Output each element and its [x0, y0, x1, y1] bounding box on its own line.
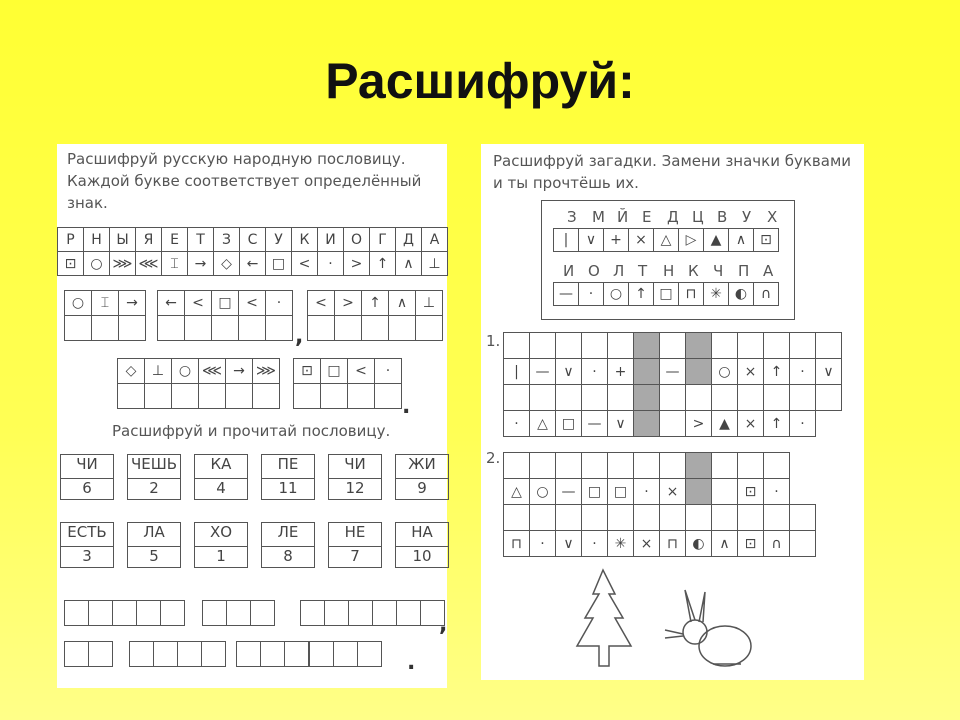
cipher-symbol-cell: <	[307, 290, 335, 316]
key-letter: Х	[767, 208, 778, 226]
answer-cell[interactable]	[607, 504, 634, 531]
cipher-symbol-cell: ·	[581, 358, 608, 385]
answer-cell[interactable]	[737, 452, 764, 479]
answer-blank-cell[interactable]	[372, 600, 397, 626]
comma: ,	[439, 612, 448, 637]
cipher-symbol-cell: <	[238, 290, 266, 316]
answer-blank-cell[interactable]	[324, 600, 349, 626]
cipher-symbol-cell: ·	[789, 410, 816, 437]
cipher-symbol-cell: ×	[659, 478, 686, 505]
cipher-symbol-cell: ∧	[711, 530, 738, 557]
key-letter: А	[763, 262, 774, 280]
key-letter-cell: А	[421, 227, 448, 252]
cipher-symbol-cell: △	[529, 410, 556, 437]
answer-cell[interactable]	[171, 383, 199, 409]
cipher-symbol-cell: ⊡	[737, 478, 764, 505]
answer-cell[interactable]	[711, 384, 738, 411]
key-symbol-cell: ∧	[728, 228, 754, 252]
answer-blank-cell[interactable]	[136, 600, 161, 626]
key-symbol-cell: ◐	[728, 282, 754, 306]
instruction-line: Каждой букве соответствует определённый	[67, 172, 422, 190]
cipher-symbol-cell: □	[211, 290, 239, 316]
answer-blank-cell[interactable]	[396, 600, 421, 626]
key-letter: Е	[642, 208, 652, 226]
key-symbol-cell: ✳	[703, 282, 729, 306]
answer-cell[interactable]	[117, 383, 145, 409]
answer-cell[interactable]	[293, 383, 321, 409]
cipher-symbol-cell: △	[503, 478, 530, 505]
instruction-line: Расшифруй русскую народную пословицу.	[67, 150, 406, 168]
answer-cell[interactable]	[659, 410, 686, 437]
card-word: ЛЕ	[262, 523, 314, 547]
word-card	[60, 454, 114, 500]
key-letter-cell: У	[265, 227, 292, 252]
answer-cell[interactable]	[711, 504, 738, 531]
answer-cell[interactable]	[144, 383, 172, 409]
key-symbol-cell: ↑	[369, 251, 396, 276]
key-symbol-cell: ◇	[213, 251, 240, 276]
cipher-symbol-cell: ∨	[555, 358, 582, 385]
key-letter-cell: Я	[135, 227, 162, 252]
card-number: 7	[350, 547, 360, 565]
answer-cell[interactable]	[503, 504, 530, 531]
key-symbol-cell: □	[653, 282, 679, 306]
word-card	[127, 454, 181, 500]
answer-cell[interactable]	[361, 315, 389, 341]
hare-icon	[665, 590, 751, 666]
answer-cell[interactable]	[198, 383, 226, 409]
key-letter-cell: Р	[57, 227, 84, 252]
answer-cell[interactable]	[659, 452, 686, 479]
answer-cell[interactable]	[320, 383, 348, 409]
answer-cell[interactable]	[789, 530, 816, 557]
cipher-symbol-cell: →	[225, 358, 253, 384]
cipher-symbol-cell: ◐	[685, 530, 712, 557]
answer-cell[interactable]	[737, 332, 764, 359]
answer-cell[interactable]	[529, 384, 556, 411]
key-symbol-cell: ⌶	[161, 251, 188, 276]
answer-cell[interactable]	[737, 384, 764, 411]
answer-cell[interactable]	[555, 332, 582, 359]
cipher-symbol-cell: ·	[374, 358, 402, 384]
card-word: ЛА	[128, 523, 180, 547]
answer-blank-cell[interactable]	[260, 641, 285, 667]
cipher-symbol-cell: ∨	[555, 530, 582, 557]
key-letter: К	[688, 262, 699, 280]
page-title: Расшифруй:	[325, 53, 635, 109]
answer-cell[interactable]	[633, 452, 660, 479]
card-number: 3	[82, 547, 92, 565]
fir-tree-icon	[577, 570, 631, 666]
card-word: ПЕ	[262, 455, 314, 479]
card-number: 5	[149, 547, 159, 565]
key-symbol-cell: ○	[603, 282, 629, 306]
cipher-symbol-cell: ↑	[763, 358, 790, 385]
answer-cell[interactable]	[388, 315, 416, 341]
cipher-symbol-cell: ▲	[711, 410, 738, 437]
answer-cell[interactable]	[252, 383, 280, 409]
card-word: ХО	[195, 523, 247, 547]
key-letter-cell: Д	[395, 227, 422, 252]
answer-blank-cell[interactable]	[64, 600, 89, 626]
answer-cell[interactable]	[118, 315, 146, 341]
riddle-label: 2.	[486, 449, 501, 467]
card-word: ЕСТЬ	[61, 523, 113, 547]
cipher-symbol-cell: ∨	[607, 410, 634, 437]
answer-cell[interactable]	[225, 383, 253, 409]
answer-blank-cell[interactable]	[236, 641, 261, 667]
answer-blank-cell[interactable]	[357, 641, 382, 667]
period: .	[407, 650, 416, 675]
cipher-symbol-cell: —	[529, 358, 556, 385]
key-symbol-cell: <	[291, 251, 318, 276]
card-number: 9	[417, 479, 427, 497]
instruction-line: знак.	[67, 194, 108, 212]
key-letter-cell: О	[343, 227, 370, 252]
cipher-symbol-cell: ←	[157, 290, 185, 316]
cipher-symbol-cell: —	[555, 478, 582, 505]
word-card	[127, 522, 181, 568]
key-letter: Й	[617, 208, 629, 226]
word-card	[60, 522, 114, 568]
answer-cell[interactable]	[789, 332, 816, 359]
cipher-symbol-cell: ⋘	[198, 358, 226, 384]
key-symbol-cell: ←	[239, 251, 266, 276]
answer-cell[interactable]	[763, 332, 790, 359]
answer-blank-cell[interactable]	[333, 641, 358, 667]
key-symbol-cell: >	[343, 251, 370, 276]
key-symbol-cell: ⊡	[57, 251, 84, 276]
key-symbol-cell: ○	[83, 251, 110, 276]
key-symbol-cell: +	[603, 228, 629, 252]
cipher-symbol-cell: ·	[763, 478, 790, 505]
answer-cell[interactable]	[238, 315, 266, 341]
answer-blank-cell[interactable]	[88, 641, 113, 667]
key-symbol-cell: ⊓	[678, 282, 704, 306]
key-symbol-cell: ↑	[628, 282, 654, 306]
key-letter: Ч	[713, 262, 724, 280]
key-letter: Н	[663, 262, 675, 280]
separator-cell	[685, 478, 712, 505]
separator-cell	[633, 358, 660, 385]
answer-cell[interactable]	[763, 384, 790, 411]
answer-cell[interactable]	[211, 315, 239, 341]
cipher-symbol-cell: ↑	[763, 410, 790, 437]
card-number: 8	[283, 547, 293, 565]
cipher-symbol-cell: ⊥	[415, 290, 443, 316]
card-number: 2	[149, 479, 159, 497]
card-word: КА	[195, 455, 247, 479]
card-word: ЧЕШЬ	[128, 455, 180, 479]
key-symbol-cell: ∨	[578, 228, 604, 252]
key-symbol-cell: ⊥	[421, 251, 448, 276]
answer-cell[interactable]	[555, 504, 582, 531]
answer-cell[interactable]	[581, 384, 608, 411]
answer-cell[interactable]	[374, 383, 402, 409]
answer-cell[interactable]	[529, 332, 556, 359]
card-word: ЧИ	[329, 455, 381, 479]
word-card	[395, 454, 449, 500]
word-card	[261, 522, 315, 568]
word-card	[194, 522, 248, 568]
answer-cell[interactable]	[659, 384, 686, 411]
word-card	[261, 454, 315, 500]
key-symbol-cell: △	[653, 228, 679, 252]
answer-blank-cell[interactable]	[160, 600, 185, 626]
key-letter: Д	[667, 208, 679, 226]
answer-cell[interactable]	[529, 452, 556, 479]
key-symbol-cell: ×	[628, 228, 654, 252]
cipher-symbol-cell: ×	[737, 358, 764, 385]
cipher-symbol-cell: —	[581, 410, 608, 437]
answer-cell[interactable]	[789, 384, 816, 411]
card-word: ЖИ	[396, 455, 448, 479]
key-letter: Т	[638, 262, 648, 280]
cipher-symbol-cell: —	[659, 358, 686, 385]
key-letter: М	[592, 208, 605, 226]
key-letter: П	[738, 262, 750, 280]
answer-cell[interactable]	[659, 332, 686, 359]
answer-blank-cell[interactable]	[177, 641, 202, 667]
answer-cell[interactable]	[789, 504, 816, 531]
cipher-symbol-cell: <	[347, 358, 375, 384]
key-symbol-cell: ⊡	[753, 228, 779, 252]
answer-cell[interactable]	[581, 332, 608, 359]
word-card	[194, 454, 248, 500]
key-letter-cell: И	[317, 227, 344, 252]
riddle-label: 1.	[486, 332, 501, 350]
answer-cell[interactable]	[503, 332, 530, 359]
cipher-symbol-cell: ○	[171, 358, 199, 384]
answer-cell[interactable]	[503, 452, 530, 479]
card-number: 1	[216, 547, 226, 565]
answer-cell[interactable]	[711, 452, 738, 479]
card-number: 12	[345, 479, 365, 497]
word-card	[328, 522, 382, 568]
cipher-symbol-cell: ⊓	[503, 530, 530, 557]
period: .	[402, 394, 411, 419]
illustration	[565, 566, 765, 676]
subtitle: Расшифруй и прочитай пословицу.	[112, 422, 391, 440]
cipher-symbol-cell: ×	[633, 530, 660, 557]
key-symbol-cell: ▷	[678, 228, 704, 252]
answer-cell[interactable]	[711, 332, 738, 359]
key-symbol-cell: |	[553, 228, 579, 252]
answer-cell[interactable]	[607, 384, 634, 411]
key-letter: У	[742, 208, 752, 226]
answer-cell[interactable]	[555, 452, 582, 479]
cipher-symbol-cell: >	[334, 290, 362, 316]
answer-cell[interactable]	[737, 504, 764, 531]
cipher-symbol-cell: |	[503, 358, 530, 385]
answer-cell[interactable]	[347, 383, 375, 409]
answer-cell[interactable]	[685, 384, 712, 411]
cipher-symbol-cell: ∨	[815, 358, 842, 385]
comma: ,	[295, 324, 304, 349]
cipher-symbol-cell: ·	[633, 478, 660, 505]
cipher-symbol-cell: +	[607, 358, 634, 385]
answer-blank-cell[interactable]	[129, 641, 154, 667]
key-symbol-cell: ∧	[395, 251, 422, 276]
answer-blank-cell[interactable]	[153, 641, 178, 667]
key-letter: В	[717, 208, 728, 226]
answer-cell[interactable]	[91, 315, 119, 341]
cipher-symbol-cell: ·	[529, 530, 556, 557]
key-symbol-cell: ⋘	[135, 251, 162, 276]
answer-cell[interactable]	[763, 452, 790, 479]
answer-blank-cell[interactable]	[88, 600, 113, 626]
answer-cell[interactable]	[763, 504, 790, 531]
cipher-symbol-cell: ◇	[117, 358, 145, 384]
answer-cell[interactable]	[184, 315, 212, 341]
card-number: 11	[278, 479, 298, 497]
key-letter: З	[567, 208, 577, 226]
answer-cell[interactable]	[581, 452, 608, 479]
cipher-symbol-cell: ↑	[361, 290, 389, 316]
cipher-symbol-cell: ○	[529, 478, 556, 505]
key-letter: Л	[613, 262, 625, 280]
answer-blank-cell[interactable]	[64, 641, 89, 667]
left-worksheet	[57, 144, 447, 688]
answer-blank-cell[interactable]	[348, 600, 373, 626]
key-symbol-cell: ▲	[703, 228, 729, 252]
answer-cell[interactable]	[685, 504, 712, 531]
cipher-symbol-cell: ⌶	[91, 290, 119, 316]
key-letter-cell: С	[239, 227, 266, 252]
answer-blank-cell[interactable]	[112, 600, 137, 626]
card-number: 6	[82, 479, 92, 497]
key-symbol-cell: ∩	[753, 282, 779, 306]
cipher-symbol-cell: □	[581, 478, 608, 505]
answer-blank-cell[interactable]	[284, 641, 309, 667]
separator-cell	[633, 410, 660, 437]
card-word: НА	[396, 523, 448, 547]
cipher-symbol-cell: ·	[581, 530, 608, 557]
key-symbol-cell: ⋙	[109, 251, 136, 276]
key-letter: Ц	[692, 208, 704, 226]
cipher-symbol-cell: □	[607, 478, 634, 505]
answer-blank-cell[interactable]	[300, 600, 325, 626]
key-symbol-cell: —	[553, 282, 579, 306]
answer-cell[interactable]	[415, 315, 443, 341]
card-word: НЕ	[329, 523, 381, 547]
key-letter-cell: Н	[83, 227, 110, 252]
answer-cell[interactable]	[581, 504, 608, 531]
answer-cell[interactable]	[711, 478, 738, 505]
key-letter-cell: Ы	[109, 227, 136, 252]
key-letter: И	[563, 262, 575, 280]
key-letter-cell: К	[291, 227, 318, 252]
answer-cell[interactable]	[265, 315, 293, 341]
cipher-symbol-cell: ⊓	[659, 530, 686, 557]
cipher-symbol-cell: ○	[711, 358, 738, 385]
cipher-symbol-cell: ×	[737, 410, 764, 437]
cipher-symbol-cell: <	[184, 290, 212, 316]
cipher-symbol-cell: ·	[265, 290, 293, 316]
cipher-symbol-cell: ⊡	[737, 530, 764, 557]
key-symbol-cell: →	[187, 251, 214, 276]
separator-cell	[633, 384, 660, 411]
cipher-symbol-cell: ⊥	[144, 358, 172, 384]
key-letter-cell: Е	[161, 227, 188, 252]
instruction-line: и ты прочтёшь их.	[493, 174, 639, 192]
answer-cell[interactable]	[64, 315, 92, 341]
card-number: 4	[216, 479, 226, 497]
answer-blank-cell[interactable]	[202, 600, 227, 626]
key-letter-cell: Г	[369, 227, 396, 252]
cipher-symbol-cell: □	[555, 410, 582, 437]
answer-cell[interactable]	[157, 315, 185, 341]
answer-cell[interactable]	[307, 315, 335, 341]
answer-blank-cell[interactable]	[250, 600, 275, 626]
card-number: 10	[412, 547, 432, 565]
cipher-symbol-cell: ·	[789, 358, 816, 385]
answer-cell[interactable]	[503, 384, 530, 411]
answer-blank-cell[interactable]	[309, 641, 334, 667]
cipher-symbol-cell: ∧	[388, 290, 416, 316]
answer-cell[interactable]	[555, 384, 582, 411]
cipher-symbol-cell: →	[118, 290, 146, 316]
answer-cell[interactable]	[815, 384, 842, 411]
key-symbol-cell: ·	[317, 251, 344, 276]
answer-cell[interactable]	[607, 452, 634, 479]
answer-cell[interactable]	[659, 504, 686, 531]
cipher-symbol-cell: ✳	[607, 530, 634, 557]
answer-cell[interactable]	[529, 504, 556, 531]
key-symbol-cell: ·	[578, 282, 604, 306]
cipher-symbol-cell: >	[685, 410, 712, 437]
answer-cell[interactable]	[334, 315, 362, 341]
cipher-symbol-cell: ·	[503, 410, 530, 437]
word-card	[395, 522, 449, 568]
cipher-symbol-cell: ○	[64, 290, 92, 316]
right-worksheet	[481, 144, 864, 680]
separator-cell	[685, 358, 712, 385]
key-letter-cell: Т	[187, 227, 214, 252]
instruction-line: Расшифруй загадки. Замени значки буквами	[493, 152, 852, 170]
answer-blank-cell[interactable]	[201, 641, 226, 667]
answer-cell[interactable]	[633, 504, 660, 531]
cipher-symbol-cell: ∩	[763, 530, 790, 557]
cipher-symbol-cell: □	[320, 358, 348, 384]
cipher-symbol-cell: ⊡	[293, 358, 321, 384]
answer-cell[interactable]	[607, 332, 634, 359]
key-letter: О	[588, 262, 600, 280]
key-symbol-cell: □	[265, 251, 292, 276]
answer-cell[interactable]	[815, 332, 842, 359]
answer-blank-cell[interactable]	[226, 600, 251, 626]
card-word: ЧИ	[61, 455, 113, 479]
word-card	[328, 454, 382, 500]
key-letter-cell: З	[213, 227, 240, 252]
cipher-symbol-cell: ⋙	[252, 358, 280, 384]
separator-cell	[633, 332, 660, 359]
separator-cell	[685, 452, 712, 479]
separator-cell	[685, 332, 712, 359]
